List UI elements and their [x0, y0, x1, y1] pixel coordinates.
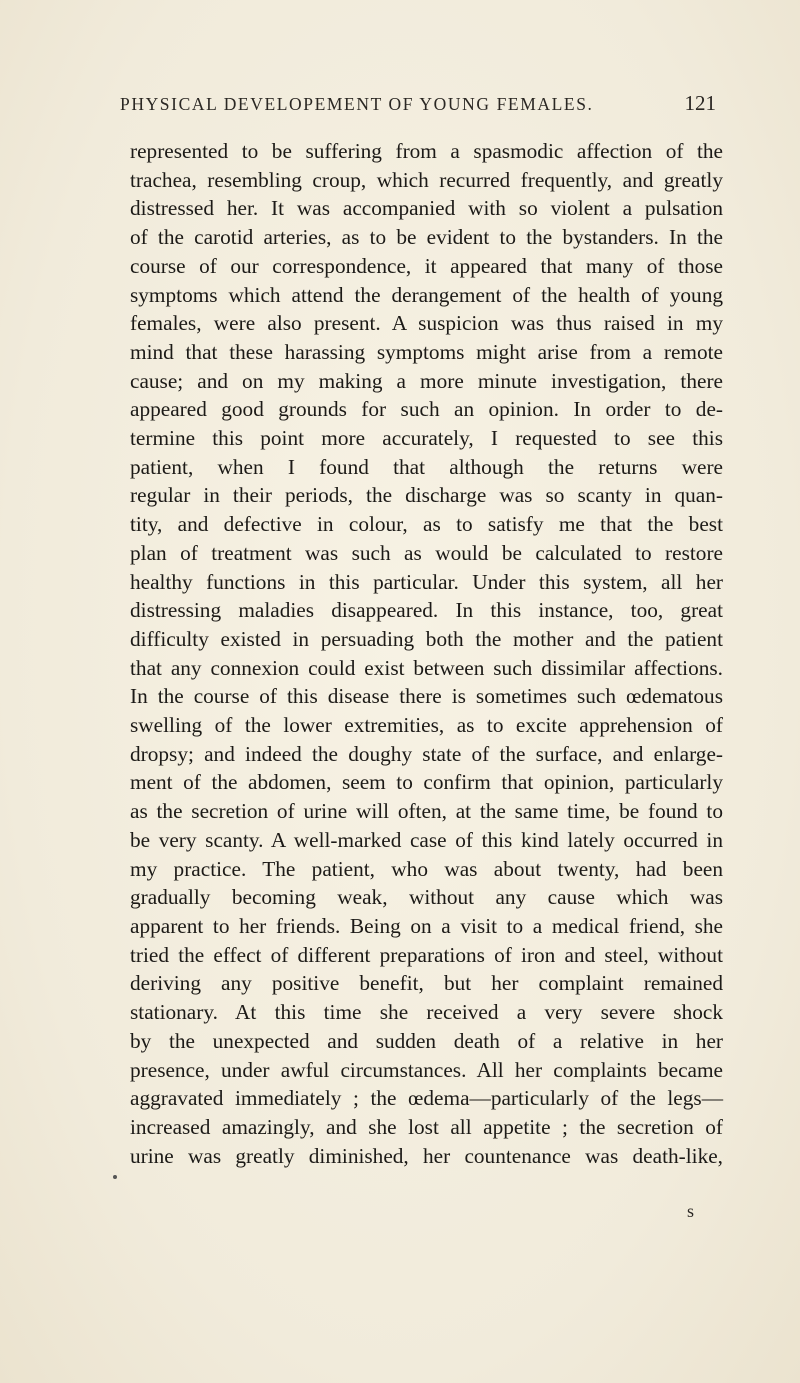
text-line: mind that these harassing symptoms might arise from a remote: [130, 339, 723, 364]
text-line: cause; and on my making a more minute investigation, there: [130, 368, 723, 393]
text-line: tried the effect of different preparations of iron and steel, without: [130, 942, 723, 967]
text-line: increased amazingly, and she lost all appetite ; the secretion of: [130, 1114, 723, 1139]
text-line: be very scanty. A well-marked case of this kind lately occurred in: [130, 827, 723, 852]
text-line: regular in their periods, the discharge was so scanty in quan-: [130, 483, 723, 508]
text-line: gradually becoming weak, without any cause which was: [130, 885, 723, 910]
text-line: tity, and defective in colour, as to satisfy me that the best: [130, 512, 723, 537]
text-line: dropsy; and indeed the doughy state of the surface, and enlarge-: [130, 741, 723, 766]
text-line: urine was greatly diminished, her countenance was death-like,: [130, 1143, 723, 1168]
text-line: apparent to her friends. Being on a visit to a medical friend, she: [130, 913, 723, 938]
text-line: termine this point more accurately, I requested to see this: [130, 426, 723, 451]
text-line: females, were also present. A suspicion was thus raised in my: [130, 311, 723, 336]
text-line: that any connexion could exist between such dissimilar affections.: [130, 655, 723, 680]
text-line: appeared good grounds for such an opinion. In order to de-: [130, 397, 723, 422]
text-line: symptoms which attend the derangement of the health of young: [130, 282, 723, 307]
text-line: trachea, resembling croup, which recurred frequently, and greatly: [130, 167, 723, 192]
text-line: difficulty existed in persuading both the mother and the patient: [130, 626, 723, 651]
text-line: In the course of this disease there is sometimes such œdematous: [130, 684, 723, 709]
text-line: course of our correspondence, it appeared that many of those: [130, 253, 723, 278]
text-line: of the carotid arteries, as to be evident to the bystanders. In the: [130, 225, 723, 250]
text-line: as the secretion of urine will often, at the same time, be found to: [130, 799, 723, 824]
body-text: [130, 137, 723, 1170]
text-line: represented to be suffering from a spasmodic affection of the: [130, 139, 723, 163]
text-line: stationary. At this time she received a very severe shock: [130, 1000, 723, 1025]
text-line: presence, under awful circumstances. All her complaints became: [130, 1057, 723, 1082]
text-line: my practice. The patient, who was about twenty, had been: [130, 856, 723, 881]
page-number: 121: [684, 91, 716, 115]
text-line: swelling of the lower extremities, as to excite apprehension of: [130, 713, 723, 738]
text-line: plan of treatment was such as would be calculated to restore: [130, 540, 723, 565]
text-line: ment of the abdomen, seem to confirm that opinion, particularly: [130, 770, 723, 795]
signature-mark: s: [687, 1201, 695, 1221]
text-line: distressing maladies disappeared. In this instance, too, great: [130, 598, 723, 623]
text-line: deriving any positive benefit, but her complaint remained: [130, 971, 723, 996]
text-line: distressed her. It was accompanied with so violent a pulsation: [130, 196, 723, 221]
running-title: PHYSICAL DEVELOPEMENT OF YOUNG FEMALES.: [120, 94, 594, 114]
margin-dot: [113, 1175, 117, 1179]
running-head: [120, 91, 720, 120]
text-line: aggravated immediately ; the œdema—particularly of the legs—: [130, 1086, 723, 1111]
text-line: healthy functions in this particular. Under this system, all her: [130, 569, 723, 594]
text-line: by the unexpected and sudden death of a relative in her: [130, 1028, 723, 1053]
text-line: patient, when I found that although the returns were: [130, 454, 723, 479]
